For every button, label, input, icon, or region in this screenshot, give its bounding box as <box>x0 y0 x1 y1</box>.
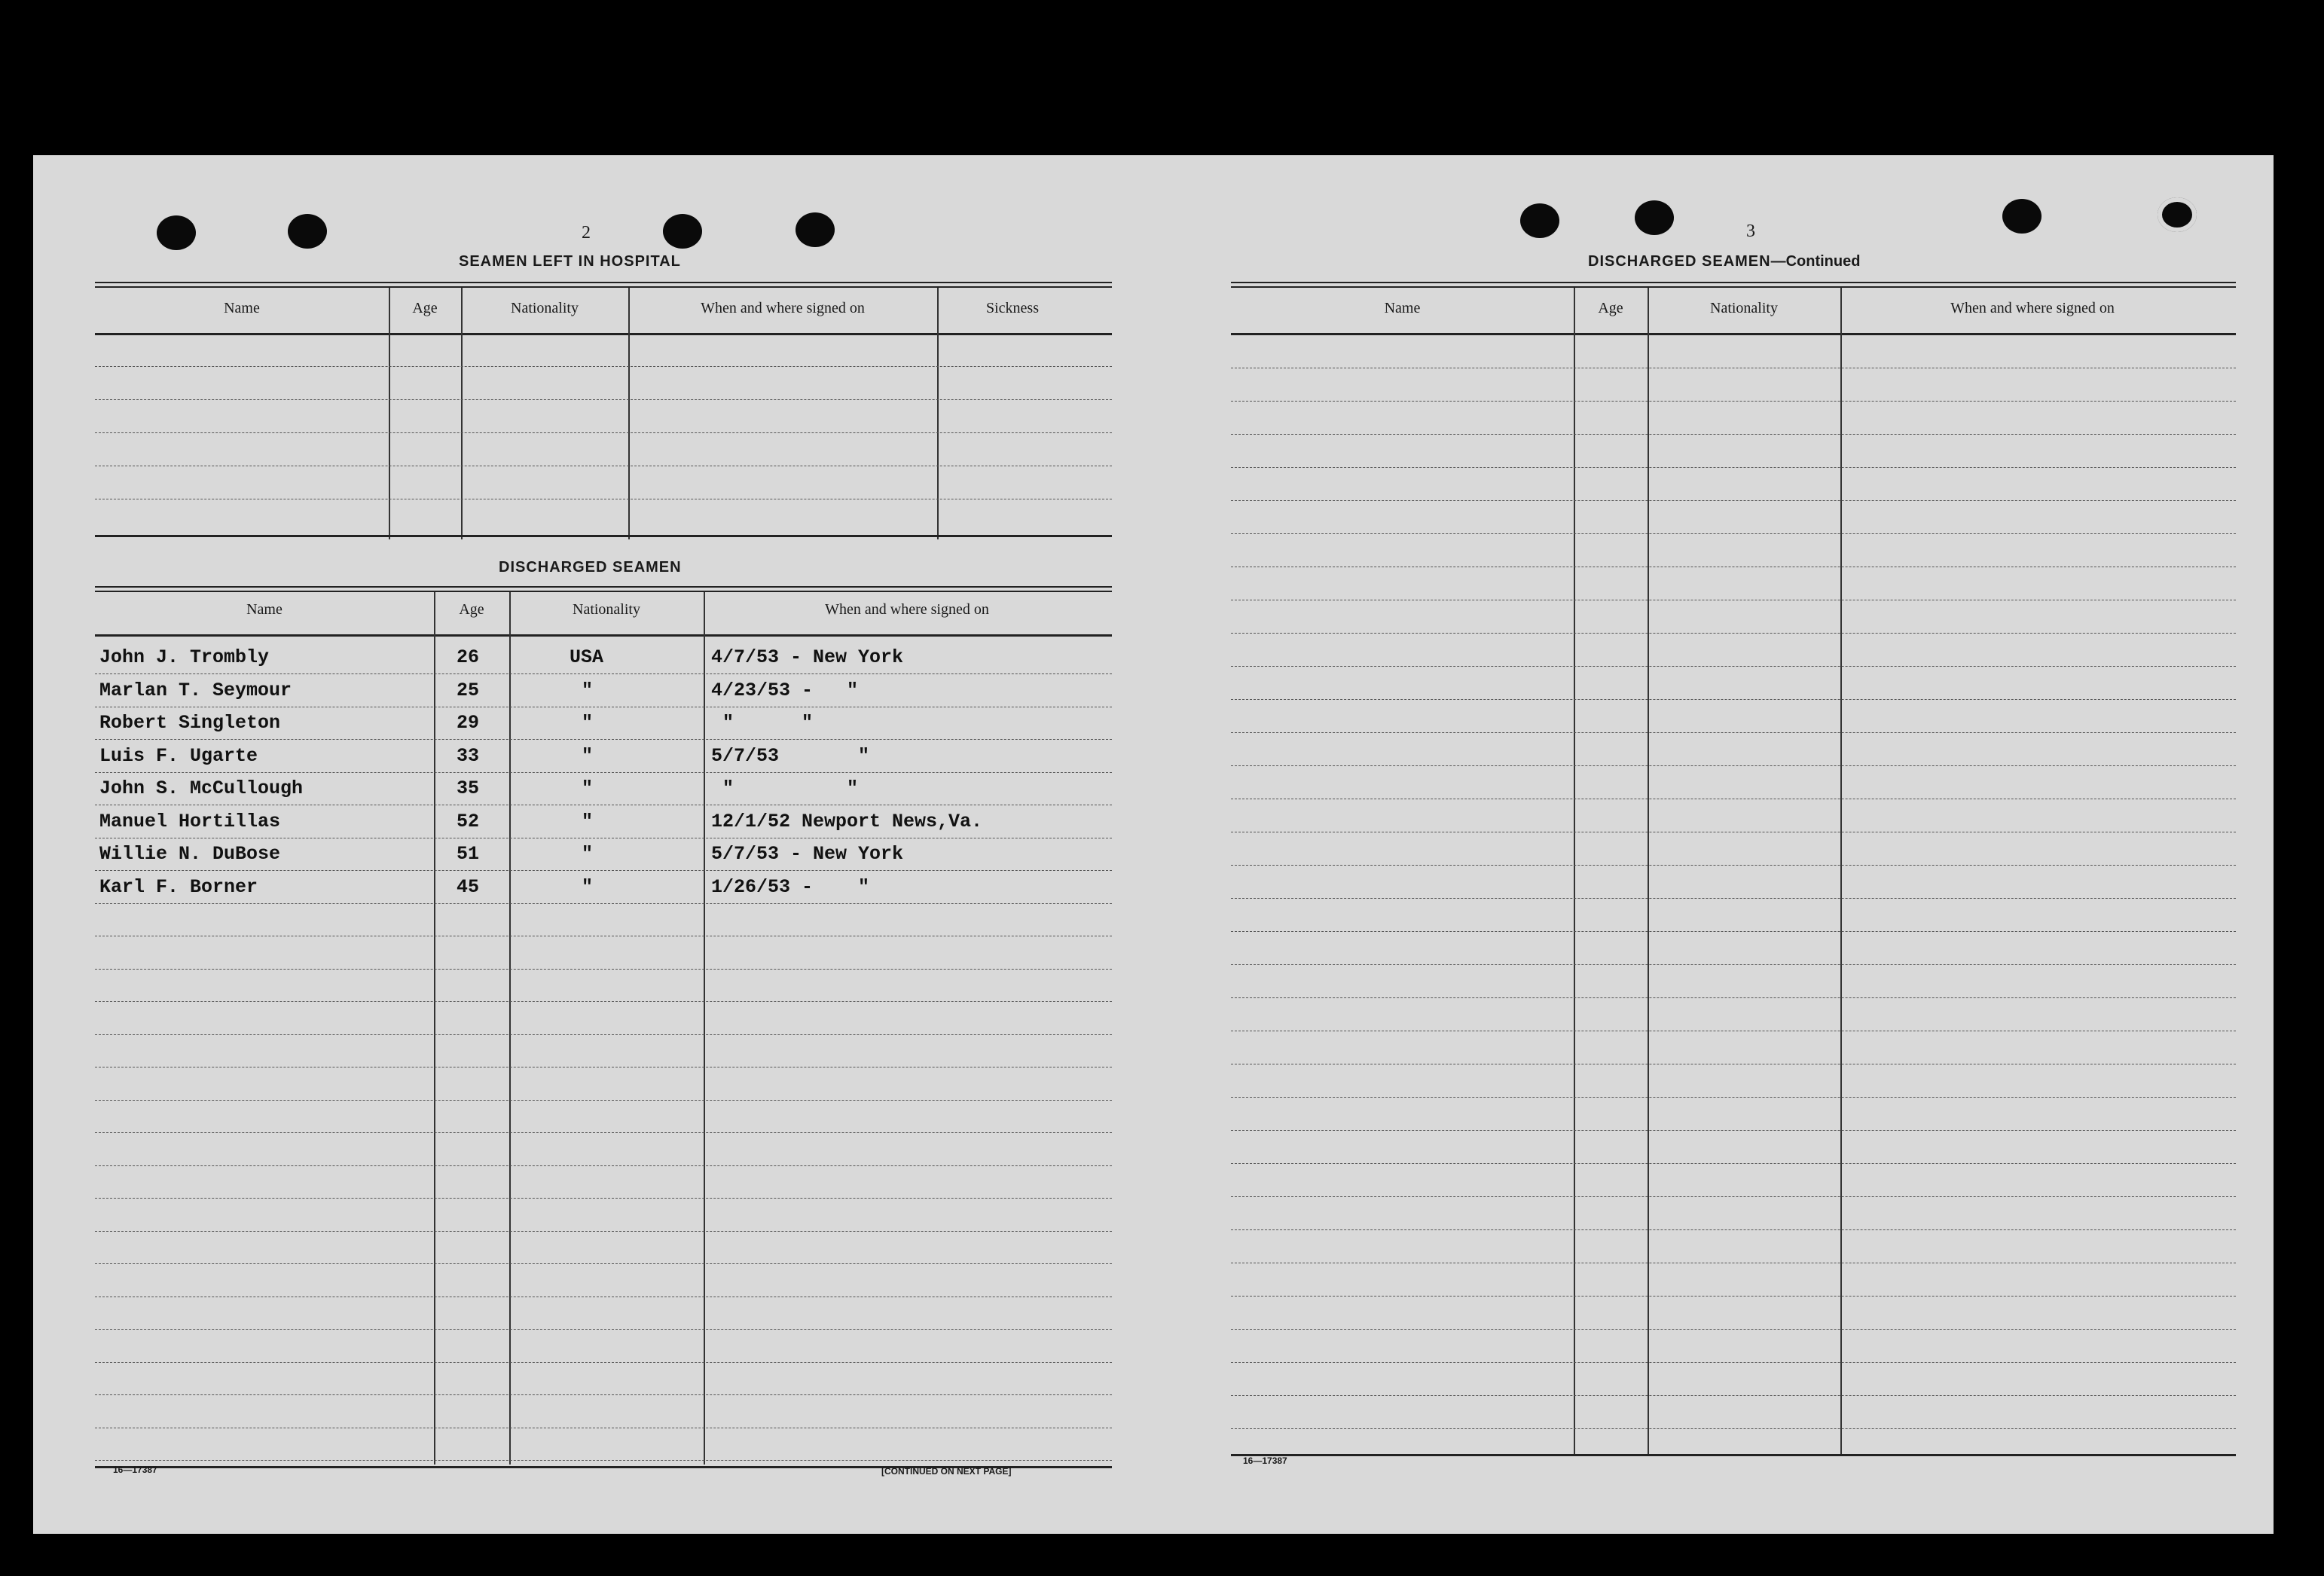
seaman-signed-on: 5/7/53 - New York <box>711 843 904 865</box>
seaman-nationality: " <box>582 843 594 865</box>
row-rule <box>95 1362 1112 1363</box>
row-rule <box>1231 500 2236 501</box>
seaman-name: Robert Singleton <box>99 712 281 734</box>
row-rule <box>95 1132 1112 1133</box>
row-rule <box>95 1198 1112 1199</box>
document-sheet <box>33 155 2274 1534</box>
seaman-age: 26 <box>457 646 480 668</box>
seaman-age: 51 <box>457 843 480 865</box>
punch-hole <box>1635 200 1674 235</box>
row-rule <box>1231 931 2236 932</box>
row-rule <box>1231 1163 2236 1164</box>
seaman-nationality: " <box>582 875 594 898</box>
row-rule <box>95 1165 1112 1166</box>
column-divider <box>1574 288 1575 1454</box>
seaman-name: Manuel Hortillas <box>99 810 281 832</box>
seaman-signed-on: 4/7/53 - New York <box>711 646 904 668</box>
row-rule <box>1231 1130 2236 1131</box>
seaman-name: Luis F. Ugarte <box>99 744 258 767</box>
left-page <box>33 155 1148 1534</box>
punch-hole <box>2158 197 2197 232</box>
page-number: 3 <box>1746 221 1755 241</box>
seaman-signed-on: 4/23/53 - " <box>711 679 859 701</box>
seaman-signed-on: 1/26/53 - " <box>711 875 870 898</box>
seaman-signed-on: " " <box>711 712 814 734</box>
table-bottom-rule <box>1231 1454 2236 1456</box>
row-rule <box>95 1231 1112 1232</box>
row-rule <box>95 969 1112 970</box>
seaman-age: 35 <box>457 777 480 799</box>
column-divider <box>937 288 939 539</box>
col-header-name: Name <box>224 300 260 316</box>
row-rule <box>95 673 1112 674</box>
row-rule <box>1231 401 2236 402</box>
header-rule <box>1231 333 2236 335</box>
row-rule <box>1231 1229 2236 1230</box>
punch-hole <box>2002 199 2042 234</box>
row-rule <box>1231 1097 2236 1098</box>
seaman-age: 45 <box>457 875 480 898</box>
row-rule <box>1231 434 2236 435</box>
table-top-rule <box>95 282 1112 288</box>
column-divider <box>1648 288 1649 1454</box>
seaman-nationality: " <box>582 810 594 832</box>
header-rule <box>95 333 1112 335</box>
col-header-signed-on: When and where signed on <box>1950 300 2115 316</box>
row-rule <box>95 1394 1112 1395</box>
title-main: DISCHARGED SEAMEN <box>1588 253 1771 270</box>
column-divider <box>434 592 435 1465</box>
row-rule <box>1231 1395 2236 1396</box>
header-rule <box>95 634 1112 637</box>
col-header-signed-on: When and where signed on <box>825 601 989 618</box>
row-rule <box>95 366 1112 367</box>
row-rule <box>1231 699 2236 700</box>
column-divider <box>704 592 705 1465</box>
row-rule <box>95 772 1112 773</box>
col-header-age: Age <box>459 601 484 618</box>
form-number: 16—17387 <box>1243 1455 1287 1466</box>
seaman-nationality: " <box>582 744 594 767</box>
seaman-nationality: " <box>582 712 594 734</box>
hospital-section-title: SEAMEN LEFT IN HOSPITAL <box>459 253 681 270</box>
seaman-name: Willie N. DuBose <box>99 843 281 865</box>
row-rule <box>95 870 1112 871</box>
discharged-section-title: DISCHARGED SEAMEN <box>499 559 682 576</box>
seaman-nationality: USA <box>570 646 604 668</box>
row-rule <box>1231 898 2236 899</box>
col-header-nationality: Nationality <box>573 601 640 618</box>
row-rule <box>1231 1428 2236 1429</box>
row-rule <box>1231 964 2236 965</box>
punch-hole <box>1520 203 1559 238</box>
title-continued: —Continued <box>1770 253 1861 270</box>
row-rule <box>95 1001 1112 1002</box>
col-header-nationality: Nationality <box>511 300 579 316</box>
punch-hole <box>157 215 196 250</box>
seaman-age: 25 <box>457 679 480 701</box>
row-rule <box>95 739 1112 740</box>
row-rule <box>1231 467 2236 468</box>
row-rule <box>95 1460 1112 1461</box>
seaman-age: 29 <box>457 712 480 734</box>
discharged-continued-title <box>1588 253 1860 270</box>
row-rule <box>95 399 1112 400</box>
table-bottom-rule <box>95 535 1112 537</box>
row-rule <box>95 432 1112 433</box>
row-rule <box>1231 666 2236 667</box>
seaman-nationality: " <box>582 679 594 701</box>
col-header-name: Name <box>246 601 282 618</box>
seaman-nationality: " <box>582 777 594 799</box>
seaman-signed-on: 5/7/53 " <box>711 744 870 767</box>
row-rule <box>1231 732 2236 733</box>
seaman-signed-on: 12/1/52 Newport News,Va. <box>711 810 983 832</box>
row-rule <box>1231 997 2236 998</box>
column-divider <box>389 288 390 539</box>
continued-note: [CONTINUED ON NEXT PAGE] <box>881 1466 1012 1477</box>
punch-hole <box>796 212 835 247</box>
seaman-name: Karl F. Borner <box>99 875 258 898</box>
row-rule <box>95 903 1112 904</box>
column-divider <box>461 288 463 539</box>
table-top-rule <box>95 586 1112 592</box>
col-header-sickness: Sickness <box>986 300 1039 316</box>
col-header-signed-on: When and where signed on <box>701 300 865 316</box>
row-rule <box>1231 1329 2236 1330</box>
row-rule <box>95 1329 1112 1330</box>
row-rule <box>1231 865 2236 866</box>
punch-hole <box>663 214 702 249</box>
row-rule <box>1231 1296 2236 1297</box>
seaman-signed-on: " " <box>711 777 859 799</box>
col-header-nationality: Nationality <box>1710 300 1778 316</box>
column-divider <box>1840 288 1842 1454</box>
seaman-name: Marlan T. Seymour <box>99 679 292 701</box>
row-rule <box>1231 1362 2236 1363</box>
form-number: 16—17387 <box>113 1465 157 1475</box>
row-rule <box>1231 633 2236 634</box>
row-rule <box>95 1263 1112 1264</box>
seaman-age: 33 <box>457 744 480 767</box>
row-rule <box>1231 1196 2236 1197</box>
page-number: 2 <box>582 223 591 243</box>
row-rule <box>1231 533 2236 534</box>
column-divider <box>628 288 630 539</box>
seaman-name: John J. Trombly <box>99 646 270 668</box>
row-rule <box>95 1100 1112 1101</box>
right-page <box>1148 155 2274 1534</box>
row-rule <box>95 1034 1112 1035</box>
punch-hole <box>288 214 327 249</box>
col-header-age: Age <box>412 300 438 316</box>
col-header-name: Name <box>1384 300 1421 316</box>
row-rule <box>1231 765 2236 766</box>
column-divider <box>509 592 511 1465</box>
table-top-rule <box>1231 282 2236 288</box>
col-header-age: Age <box>1598 300 1623 316</box>
seaman-name: John S. McCullough <box>99 777 304 799</box>
seaman-age: 52 <box>457 810 480 832</box>
